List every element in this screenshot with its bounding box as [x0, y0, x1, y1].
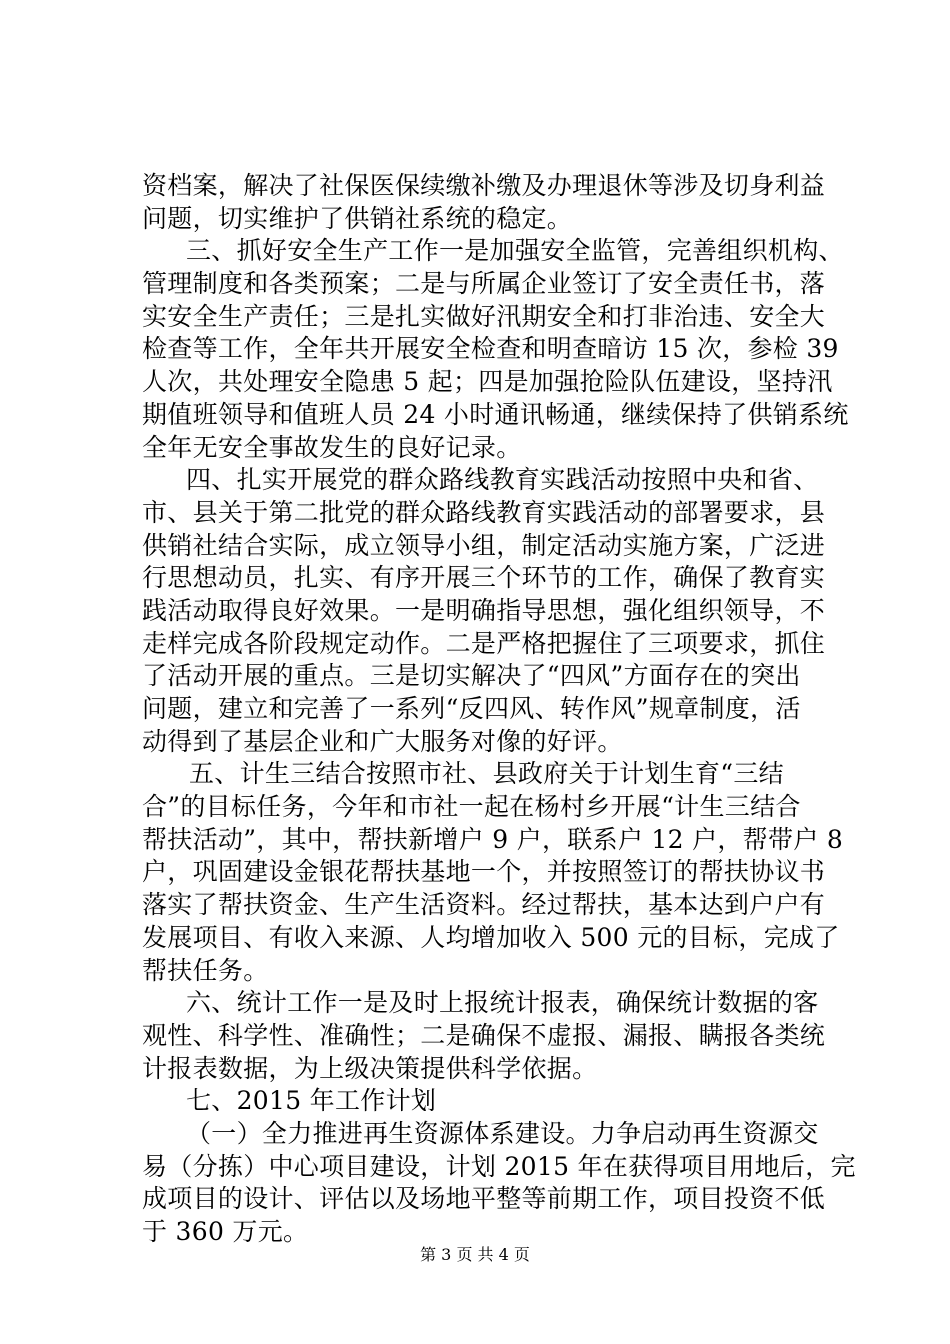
section-heading-line: 六、统计工作一是及时上报统计报表，确保统计数据的客 [186, 988, 819, 1018]
text-line: 实安全生产责任；三是扎实做好汛期安全和打非治违、安全大 [142, 301, 826, 331]
section-heading-line: 四、扎实开展党的群众路线教育实践活动按照中央和省、 [186, 465, 819, 495]
text-line: 帮扶任务。 [142, 955, 269, 985]
text-line: 易（分拣）中心项目建设，计划 2015 年在获得项目用地后，完 [142, 1151, 856, 1181]
page-number-footer: 第 3 页 共 4 页 [420, 1245, 530, 1264]
text-line: 于 360 万元。 [142, 1217, 309, 1246]
text-line: 落实了帮扶资金、生产生活资料。经过帮扶，基本达到户户有 [142, 890, 826, 920]
text-line: 市、县关于第二批党的群众路线教育实践活动的部署要求，县 [142, 497, 826, 527]
text-line: 走样完成各阶段规定动作。二是严格把握住了三项要求，抓住 [142, 628, 826, 658]
text-line: 户，巩固建设金银花帮扶基地一个，并按照签订的帮扶协议书 [142, 857, 826, 887]
text-line: 了活动开展的重点。三是切实解决了“四风”方面存在的突出 [142, 661, 801, 691]
section-heading-line: 五、计生三结合按照市社、县政府关于计划生育“三结 [189, 759, 784, 789]
subsection-heading-line: （一）全力推进再生资源体系建设。力争启动再生资源交 [186, 1118, 819, 1148]
text-line: 人次，共处理安全隐患 5 起；四是加强抢险队伍建设，坚持汛 [142, 367, 833, 397]
text-line: 期值班领导和值班人员 24 小时通讯畅通，继续保持了供销系统 [142, 399, 849, 429]
text-line: 合”的目标任务，今年和市社一起在杨村乡开展“计生三结合 [142, 792, 801, 822]
section-heading-line: 三、抓好安全生产工作一是加强安全监管，完善组织机构、 [186, 236, 844, 266]
text-line: 供销社结合实际，成立领导小组，制定活动实施方案，广泛进 [142, 530, 826, 560]
text-line: 践活动取得良好效果。一是明确指导思想，强化组织领导，不 [142, 595, 826, 625]
text-line: 问题，切实维护了供销社系统的稳定。 [142, 203, 573, 233]
text-line: 资档案，解决了社保医保续缴补缴及办理退休等涉及切身利益 [142, 171, 826, 200]
text-line: 检查等工作，全年共开展安全检查和明查暗访 15 次，参检 39 [142, 334, 839, 364]
text-line: 发展项目、有收入来源、人均增加收入 500 元的目标，完成了 [142, 922, 840, 952]
text-line: 成项目的设计、评估以及场地平整等前期工作，项目投资不低 [142, 1184, 826, 1214]
text-line: 全年无安全事故发生的良好记录。 [142, 432, 522, 462]
text-line: 行思想动员，扎实、有序开展三个环节的工作，确保了教育实 [142, 563, 826, 593]
text-line: 管理制度和各类预案；二是与所属企业签订了安全责任书，落 [142, 269, 826, 299]
section-heading-line: 七、2015 年工作计划 [186, 1086, 437, 1116]
text-line: 观性、科学性、准确性；二是确保不虚报、漏报、瞒报各类统 [142, 1020, 826, 1050]
text-line: 计报表数据，为上级决策提供科学依据。 [142, 1053, 598, 1083]
document-body [142, 170, 856, 1249]
text-line: 帮扶活动”，其中，帮扶新增户 9 户，联系户 12 户，帮带户 8 [142, 824, 844, 854]
text-line: 问题，建立和完善了一系列“反四风、转作风”规章制度，活 [142, 694, 801, 723]
text-line: 动得到了基层企业和广大服务对像的好评。 [142, 726, 623, 756]
